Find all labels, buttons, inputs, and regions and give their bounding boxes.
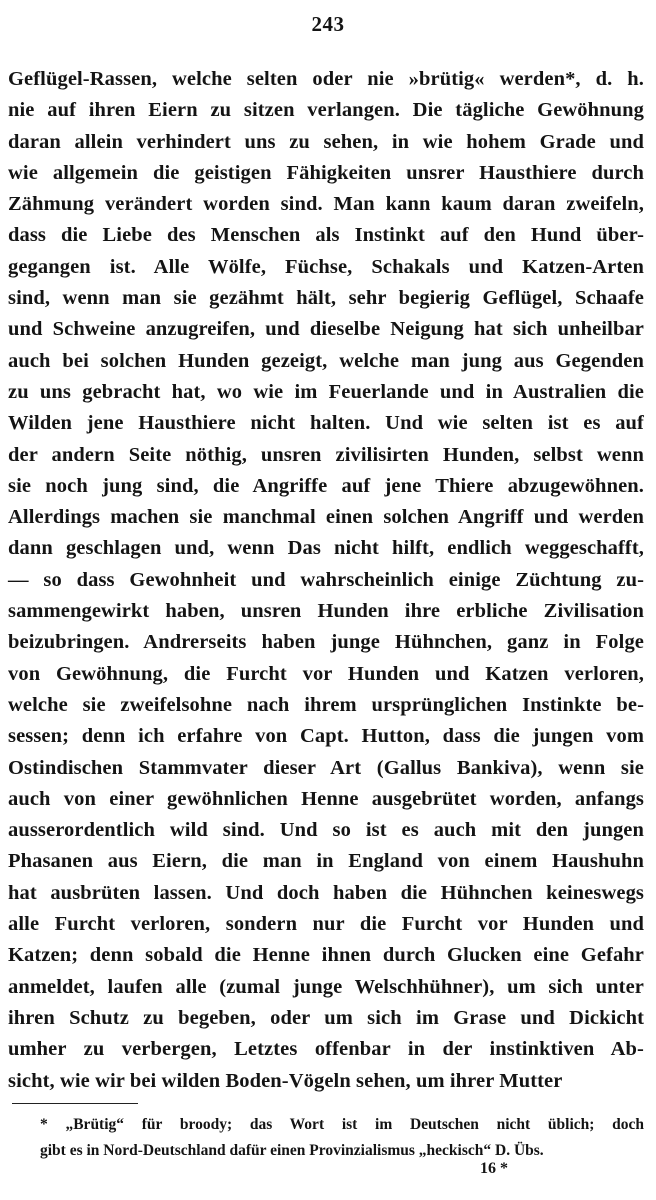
text-line: sind, wenn man sie gezähmt hält, sehr begierig Geflügel, Schaafe [8, 287, 644, 310]
text-line: auch von einer gewöhnlichen Henne ausgebrütet worden, anfangs [8, 787, 644, 810]
text-line: auch bei solchen Hunden gezeigt, welche man jung aus Gegenden [8, 349, 644, 372]
text-line: Katzen; denn sobald die Henne ihnen durch Glucken eine Gefahr [8, 944, 644, 967]
footnote-line: gibt es in Nord-Deutschland dafür einen Provinzialismus „heckisch“ D. Übs. [40, 1142, 544, 1159]
text-line: Geflügel-Rassen, welche selten oder nie »brütig« werden*, d. h. [8, 68, 644, 90]
text-line: anmeldet, laufen alle (zumal junge Welschhühner), um sich unter [8, 975, 644, 998]
text-line: Ostindischen Stammvater dieser Art (Gallus Bankiva), wenn sie [8, 756, 644, 779]
text-line: zu uns gebracht hat, wo wie im Feuerlande und in Australien die [8, 380, 644, 403]
text-line: daran allein verhindert uns zu sehen, in wie hohem Grade und [8, 130, 644, 153]
footnote [40, 1112, 644, 1164]
footnote-line: * „Brütig“ für broody; das Wort ist im Deutschen nicht üblich; doch [40, 1116, 644, 1133]
text-line: dass die Liebe des Menschen als Instinkt auf den Hund über- [8, 224, 644, 247]
text-line: Phasanen aus Eiern, die man in England von einem Haushuhn [8, 850, 644, 873]
text-line: und Schweine anzugreifen, und dieselbe Neigung hat sich unheilbar [8, 318, 644, 341]
body-text [8, 64, 644, 1097]
text-line: sicht, wie wir bei wilden Boden-Vögeln sehen, um ihrer Mutter [8, 1069, 563, 1092]
text-line: von Gewöhnung, die Furcht vor Hunden und Katzen verloren, [8, 662, 644, 685]
signature-mark: 16 * [480, 1160, 508, 1177]
text-line: sammengewirkt haben, unsren Hunden ihre erbliche Zivilisation [8, 600, 644, 623]
text-line: sessen; denn ich erfahre von Capt. Hutton, dass die jungen vom [8, 725, 644, 748]
text-line: — so dass Gewohnheit und wahrscheinlich einige Züchtung zu- [8, 568, 644, 591]
text-line: Wilden jene Hausthiere nicht halten. Und wie selten ist es auf [8, 412, 644, 435]
text-line: gegangen ist. Alle Wölfe, Füchse, Schakals und Katzen-Arten [8, 255, 644, 278]
text-line: Zähmung verändert worden sind. Man kann kaum daran zweifeln, [8, 193, 644, 216]
text-line: nie auf ihren Eiern zu sitzen verlangen. Die tägliche Gewöhnung [8, 99, 644, 122]
text-line: ausserordentlich wild sind. Und so ist es auch mit den jungen [8, 819, 644, 842]
text-line: alle Furcht verloren, sondern nur die Furcht vor Hunden und [8, 913, 644, 936]
text-line: ihren Schutz zu begeben, oder um sich im Grase und Dickicht [8, 1006, 644, 1029]
text-line: dann geschlagen und, wenn Das nicht hilft, endlich weggeschafft, [8, 537, 644, 560]
footnote-divider [12, 1103, 138, 1104]
page-number: 243 [311, 12, 345, 36]
text-line: hat ausbrüten lassen. Und doch haben die Hühnchen keineswegs [8, 881, 644, 904]
text-line: beizubringen. Andrerseits haben junge Hühnchen, ganz in Folge [8, 631, 644, 654]
text-line: Allerdings machen sie manchmal einen solchen Angriff und werden [8, 506, 644, 529]
text-line: der andern Seite nöthig, unsren zivilisirten Hunden, selbst wenn [8, 443, 644, 466]
text-line: umher zu verbergen, Letztes offenbar in der instinktiven Ab- [8, 1038, 644, 1061]
text-line: sie noch jung sind, die Angriffe auf jene Thiere abzugewöhnen. [8, 474, 644, 497]
text-line: wie allgemein die geistigen Fähigkeiten unsrer Hausthiere durch [8, 161, 644, 184]
text-line: welche sie zweifelsohne nach ihrem ursprünglichen Instinkte be- [8, 693, 644, 716]
